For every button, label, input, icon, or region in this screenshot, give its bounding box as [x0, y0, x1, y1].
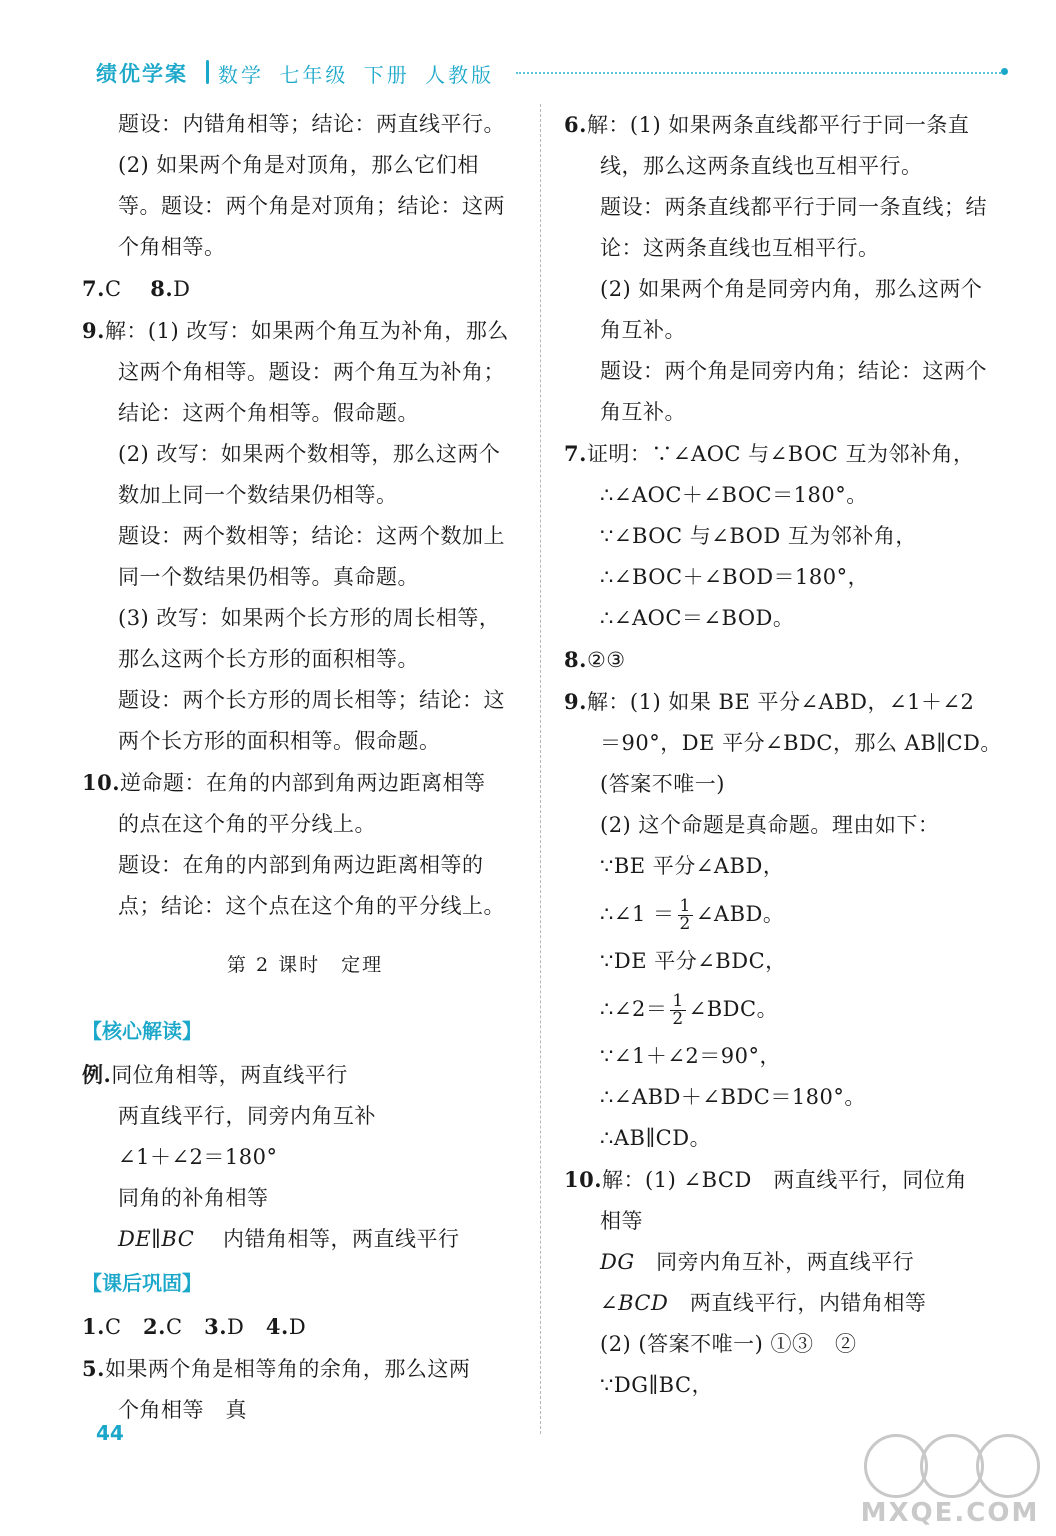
answer-line: 数加上同一个数结果仍相等。: [118, 483, 398, 507]
example-label: 例.: [82, 1062, 112, 1087]
answer-value: D: [173, 277, 191, 301]
math-expression: ∠BCD: [600, 1291, 669, 1315]
answer-line: [564, 1242, 1014, 1283]
answer-line: 题设：两个长方形的周长相等；结论：这: [118, 688, 505, 712]
answer-line: (答案不唯一): [600, 772, 725, 796]
answer-line: [564, 639, 1014, 681]
fraction-numerator: 1: [679, 896, 691, 916]
answer-line: ∠1＋∠2＝180°: [118, 1145, 278, 1169]
answer-line: ∵∠1＋∠2＝90°，: [600, 1044, 781, 1068]
answer-line: [564, 1324, 1014, 1365]
watermark-text: MXQE.COM: [860, 1498, 1040, 1528]
answer-text: ∴∠1 ＝: [600, 902, 675, 926]
fraction-denominator: 2: [672, 1009, 684, 1029]
answer-text: (2) (答案不唯一) ①③: [600, 1332, 814, 1356]
answer-text: 解：(1) ∠BCD: [602, 1168, 752, 1192]
answer-line: (2) 如果两个角是同旁内角，那么这两个: [600, 277, 983, 301]
answer-line: 点；结论：这个点在这个角的平分线上。: [118, 894, 505, 918]
question-number: 10.: [564, 1167, 603, 1192]
answer-text: 逆命题：在角的内部到角两边距离相等: [120, 771, 486, 795]
question-number: 3.: [204, 1314, 228, 1339]
answer-line-fraction: [564, 887, 1014, 941]
question-number: 8.: [150, 276, 174, 301]
question-number: 9.: [82, 318, 105, 343]
answer-line: ∴∠BOC＋∠BOD＝180°，: [600, 565, 870, 589]
fraction-numerator: 1: [672, 991, 684, 1011]
answer-line: 那么这两个长方形的面积相等。: [118, 647, 419, 671]
answer-line: (3) 改写：如果两个长方形的周长相等，: [118, 606, 501, 630]
answer-line: [82, 310, 528, 352]
answer-line: [82, 762, 528, 804]
section-tag-core: 【核心解读】: [82, 1019, 202, 1043]
answer-value: C: [165, 1315, 183, 1339]
answer-line: 题设：在角的内部到角两边距离相等的: [118, 853, 484, 877]
question-number: 1.: [82, 1314, 105, 1339]
answer-text: 证明：∵∠AOC 与∠BOC 互为邻补角，: [586, 442, 975, 466]
answer-line: [82, 1054, 528, 1096]
answer-line: 的点在这个角的平分线上。: [118, 812, 376, 836]
answer-text: 两直线平行，内错角相等: [689, 1291, 927, 1315]
answer-line: 线，那么这两条直线也互相平行。: [600, 154, 923, 178]
answer-line: (2) 改写：如果两个数相等，那么这两个: [118, 442, 501, 466]
answer-line: 个角相等 真: [118, 1398, 247, 1422]
question-number: 6.: [564, 112, 587, 137]
math-expression: DE∥BC: [118, 1227, 195, 1251]
answer-line: 同一个数结果仍相等。真命题。: [118, 565, 419, 589]
fraction-denominator: 2: [679, 914, 691, 934]
answer-line: 等。题设：两个角是对顶角；结论：这两: [118, 194, 505, 218]
header-dotted-rule: [516, 72, 1001, 74]
answer-line: 题设：两个角是同旁内角；结论：这两个: [600, 359, 987, 383]
answer-text: 解：(1) 如果 BE 平分∠ABD，∠1＋∠2: [586, 690, 975, 714]
answer-line: 题设：内错角相等；结论：两直线平行。: [118, 112, 505, 136]
answer-line: [564, 1159, 1014, 1201]
answer-text: 同旁内角互补，两直线平行: [656, 1250, 915, 1274]
answer-line-1-4: [82, 1306, 528, 1348]
answer-line: ∴∠ABD＋∠BDC＝180°。: [600, 1085, 866, 1109]
answer-line: 个角相等。: [118, 235, 226, 259]
answer-text: 解：(1) 如果两条直线都平行于同一条直: [586, 113, 970, 137]
answer-line: 相等: [600, 1209, 643, 1233]
fraction-half: [670, 993, 685, 1028]
answer-value: C: [104, 1315, 122, 1339]
answer-value: C: [104, 277, 122, 301]
answer-line: [564, 433, 1014, 475]
answer-line: ∴AB∥CD。: [600, 1126, 712, 1150]
answer-line: [564, 104, 1014, 146]
book-subtitle: 数学 七年级 下册 人教版: [218, 63, 495, 87]
answer-value: ②: [835, 1332, 857, 1356]
left-column: [82, 104, 528, 1431]
answer-line: 角互补。: [600, 400, 686, 424]
answer-value: D: [288, 1315, 307, 1339]
answer-line: 题设：两个数相等；结论：这两个数加上: [118, 524, 505, 548]
answer-value: ②③: [586, 648, 626, 672]
answer-line: 题设：两条直线都平行于同一条直线；结: [600, 195, 987, 219]
answer-line: 这两个角相等。题设：两个角互为补角；: [118, 360, 505, 384]
brand-divider: [206, 60, 209, 84]
answer-text: 解：(1) 改写：如果两个角互为补角，那么: [104, 319, 509, 343]
section-title: 第 2 课时 定理: [226, 954, 384, 976]
answer-value: D: [227, 1315, 245, 1339]
header-dot: [1001, 68, 1008, 75]
answer-text: 如果两个角是相等角的余角，那么这两: [104, 1357, 471, 1381]
answer-line: [82, 1348, 528, 1390]
answer-line: [564, 681, 1014, 723]
question-number: 4.: [265, 1314, 289, 1339]
question-number: 5.: [82, 1356, 105, 1381]
answer-line-fraction: [564, 982, 1014, 1036]
answer-line: [564, 1283, 1014, 1324]
answer-line: 角互补。: [600, 318, 686, 342]
math-expression: DG: [600, 1250, 635, 1274]
question-number: 7.: [82, 276, 105, 301]
answer-text: ∠ABD。: [695, 902, 785, 926]
answer-line: 结论：这两个角相等。假命题。: [118, 401, 419, 425]
answer-line: 两个长方形的面积相等。假命题。: [118, 729, 441, 753]
answer-text: 内错角相等，两直线平行: [222, 1227, 460, 1251]
section-tag-review: 【课后巩固】: [82, 1271, 202, 1295]
question-number: 8.: [564, 647, 587, 672]
answer-line: 同角的补角相等: [118, 1186, 269, 1210]
right-column: [564, 104, 1014, 1406]
question-number: 9.: [564, 689, 587, 714]
answer-line-7-8: [82, 268, 528, 310]
answer-line: ∵BE 平分∠ABD，: [600, 854, 785, 878]
answer-text: ∠BDC。: [688, 997, 779, 1021]
answer-line: ∵DE 平分∠BDC，: [600, 949, 787, 973]
watermark-ring: [864, 1434, 928, 1498]
page-header: [96, 58, 1016, 92]
answer-text: ∴∠2＝: [600, 997, 668, 1021]
answer-line: [82, 1219, 528, 1260]
answer-line: (2) 这个命题是真命题。理由如下：: [600, 813, 940, 837]
fraction-half: [678, 898, 693, 933]
question-number: 7.: [564, 441, 587, 466]
answer-text: 同位角相等，两直线平行: [111, 1063, 348, 1087]
answer-line: (2) 如果两个角是对顶角，那么它们相: [118, 153, 479, 177]
watermark-ring: [920, 1434, 984, 1498]
answer-line: ∴∠AOC＋∠BOC＝180°。: [600, 483, 868, 507]
answer-line: ＝90°，DE 平分∠BDC，那么 AB∥CD。: [600, 731, 1002, 755]
answer-line: 论：这两条直线也互相平行。: [600, 236, 880, 260]
answer-text: 两直线平行，同位角: [773, 1168, 967, 1192]
watermark-ring: [976, 1434, 1040, 1498]
brand-title: 绩优学案: [96, 62, 188, 86]
page-number: 44: [96, 1421, 124, 1445]
answer-line: ∵∠BOC 与∠BOD 互为邻补角，: [600, 524, 917, 548]
column-divider: [540, 104, 541, 1434]
answer-line: ∵DG∥BC，: [600, 1373, 714, 1397]
answer-line: ∴∠AOC＝∠BOD。: [600, 606, 795, 630]
question-number: 10.: [82, 770, 121, 795]
answer-line: 两直线平行，同旁内角互补: [118, 1104, 376, 1128]
watermark-logo: [860, 1426, 1040, 1530]
question-number: 2.: [143, 1314, 166, 1339]
